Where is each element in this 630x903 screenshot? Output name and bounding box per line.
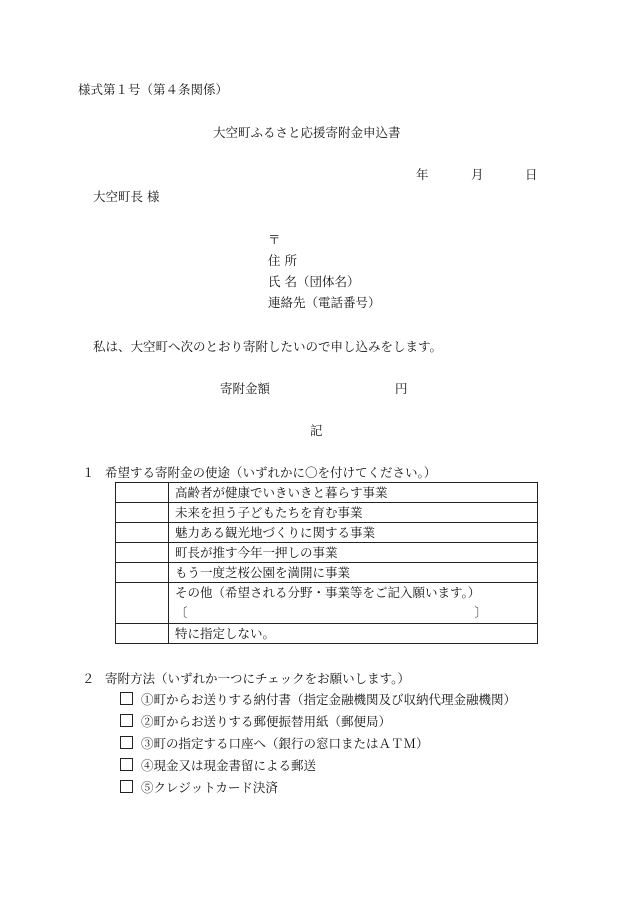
form-title: 大空町ふるさと応援寄附金申込書 xyxy=(213,125,401,140)
usage-mark-cell[interactable] xyxy=(116,583,169,624)
usage-row-other xyxy=(116,583,538,624)
usage-label: 未来を担う子どもたちを育む事業 xyxy=(169,503,538,523)
name-label: 氏 名（団体名） xyxy=(268,274,360,289)
payment-option-label: ③町の指定する口座へ（銀行の窓口またはＡＴＭ） xyxy=(141,736,429,751)
payment-checkbox[interactable] xyxy=(120,714,133,727)
payment-option xyxy=(120,780,278,796)
usage-row xyxy=(116,483,538,503)
section2-heading: 寄附方法（いずれか一つにチェックをお願いします。） xyxy=(105,671,410,686)
statement-text: 私は、大空町へ次のとおり寄附したいので申し込みをします。 xyxy=(93,339,443,354)
usage-row xyxy=(116,563,538,583)
usage-other-cell[interactable] xyxy=(169,583,538,624)
usage-other-label: その他（希望される分野・事業等をご記入願います。） xyxy=(175,585,481,600)
payment-option-label: ④現金又は現金書留による郵送 xyxy=(141,758,317,773)
usage-mark-cell[interactable] xyxy=(116,543,169,563)
postal-mark: 〒 xyxy=(268,232,281,247)
payment-option xyxy=(120,736,429,752)
usage-label: 町長が推す今年一押しの事業 xyxy=(169,543,538,563)
usage-mark-cell[interactable] xyxy=(116,624,169,644)
usage-table xyxy=(115,482,538,644)
date-day-label: 日 xyxy=(525,167,538,182)
usage-row xyxy=(116,523,538,543)
usage-row xyxy=(116,624,538,644)
form-number-label: 様式第１号（第４条関係） xyxy=(78,82,229,97)
bracket-close: 〕 xyxy=(474,605,487,620)
address-label: 住 所 xyxy=(268,253,297,268)
usage-row xyxy=(116,543,538,563)
usage-label: 高齢者が健康でいきいきと暮らす事業 xyxy=(169,483,538,503)
amount-unit: 円 xyxy=(395,381,408,396)
amount-label: 寄附金額 xyxy=(220,381,271,396)
usage-label: もう一度芝桜公園を満開に事業 xyxy=(169,563,538,583)
payment-option xyxy=(120,692,516,708)
usage-other-brackets xyxy=(175,603,537,623)
usage-mark-cell[interactable] xyxy=(116,563,169,583)
usage-mark-cell[interactable] xyxy=(116,483,169,503)
bracket-open: 〔 xyxy=(175,605,188,620)
payment-option-label: ⑤クレジットカード決済 xyxy=(141,780,278,795)
section2-number: ２ xyxy=(82,671,95,686)
payment-checkbox[interactable] xyxy=(120,758,133,771)
contact-label: 連絡先（電話番号） xyxy=(268,295,381,310)
payment-option-label: ①町からお送りする納付書（指定金融機関及び収納代理金融機関） xyxy=(141,692,517,707)
section1-number: １ xyxy=(82,465,95,480)
usage-row xyxy=(116,503,538,523)
section1-heading: 希望する寄附金の使途（いずれかに〇を付けてください。） xyxy=(105,465,437,480)
payment-checkbox[interactable] xyxy=(120,780,133,793)
usage-mark-cell[interactable] xyxy=(116,503,169,523)
date-month-label: 月 xyxy=(471,167,484,182)
payment-checkbox[interactable] xyxy=(120,736,133,749)
ki-marker: 記 xyxy=(310,423,323,438)
date-year-label: 年 xyxy=(416,167,429,182)
addressee: 大空町長 様 xyxy=(93,189,160,204)
payment-option xyxy=(120,758,316,774)
usage-label: 魅力ある観光地づくりに関する事業 xyxy=(169,523,538,543)
usage-label: 特に指定しない。 xyxy=(169,624,538,644)
payment-option-label: ②町からお送りする郵便振替用紙（郵便局） xyxy=(141,714,392,729)
usage-mark-cell[interactable] xyxy=(116,523,169,543)
payment-option xyxy=(120,714,391,730)
payment-checkbox[interactable] xyxy=(120,692,133,705)
